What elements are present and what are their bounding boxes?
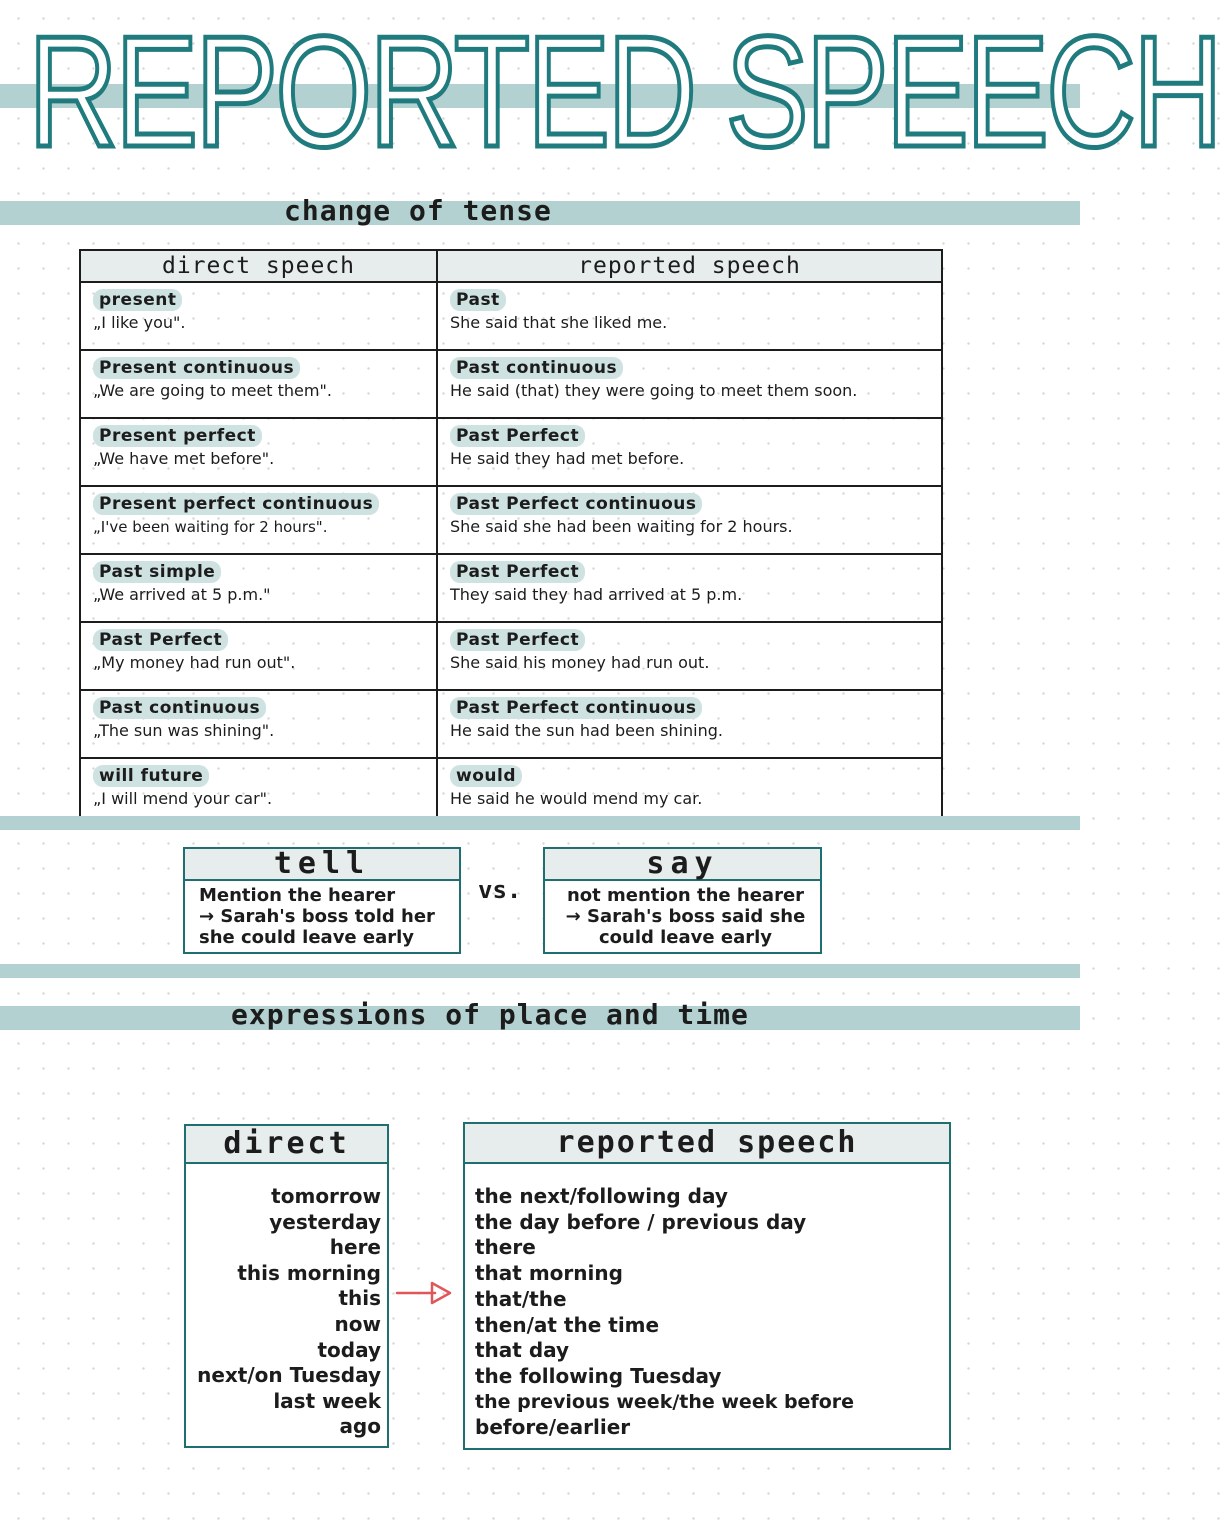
direct-expression: last week bbox=[273, 1388, 381, 1413]
tense-label: Past Perfect bbox=[93, 629, 228, 651]
table-row bbox=[80, 282, 942, 350]
section-band-tell-say-bottom bbox=[0, 964, 1080, 978]
tense-label: will future bbox=[93, 765, 209, 787]
header-reported-speech: reported speech bbox=[437, 250, 942, 282]
tense-label: would bbox=[450, 765, 522, 787]
direct-expression: now bbox=[334, 1311, 381, 1336]
tense-label: Past simple bbox=[93, 561, 221, 583]
tell-line: Mention the hearer bbox=[199, 885, 396, 906]
example-sentence: „My money had run out". bbox=[93, 653, 296, 672]
page-title: REPORTED SPEECH bbox=[28, 4, 1220, 180]
direct-expression: today bbox=[317, 1337, 381, 1362]
example-sentence: „I like you". bbox=[93, 313, 186, 332]
direct-expressions-box bbox=[184, 1124, 389, 1448]
table-row bbox=[80, 350, 942, 418]
reported-expression: then/at the time bbox=[475, 1312, 660, 1337]
tell-line: she could leave early bbox=[199, 927, 415, 948]
example-sentence: He said he would mend my car. bbox=[450, 789, 703, 808]
table-row bbox=[80, 690, 942, 758]
tell-box bbox=[183, 847, 461, 954]
direct-cell bbox=[80, 622, 437, 690]
header-direct-speech: direct speech bbox=[80, 250, 437, 282]
tense-label: Past Perfect continuous bbox=[450, 697, 702, 719]
reported-expression: there bbox=[475, 1235, 536, 1260]
reported-expression: before/earlier bbox=[475, 1415, 631, 1440]
direct-cell bbox=[80, 690, 437, 758]
example-sentence: He said (that) they were going to meet them soon. bbox=[450, 381, 858, 400]
reported-cell bbox=[437, 350, 942, 418]
tense-label: Past bbox=[450, 289, 506, 311]
say-line: → Sarah's boss said she bbox=[565, 906, 806, 927]
reported-expression: the previous week/the week before bbox=[475, 1390, 855, 1413]
reported-expressions-list bbox=[465, 1164, 949, 1441]
tense-label: Present perfect bbox=[93, 425, 262, 447]
example-sentence: „I will mend your car". bbox=[93, 789, 273, 808]
example-sentence: He said they had met before. bbox=[450, 449, 685, 468]
direct-cell bbox=[80, 418, 437, 486]
direct-expression: ago bbox=[339, 1414, 381, 1439]
direct-expression: here bbox=[329, 1235, 381, 1260]
tense-label: present bbox=[93, 289, 182, 311]
say-box-body bbox=[545, 881, 820, 948]
reported-cell bbox=[437, 418, 942, 486]
reported-cell bbox=[437, 554, 942, 622]
direct-cell bbox=[80, 554, 437, 622]
section-title-tense: change of tense bbox=[284, 194, 552, 227]
tense-table-header bbox=[80, 250, 942, 282]
reported-expression: that day bbox=[475, 1338, 570, 1363]
section-band-tell-say-top bbox=[0, 816, 1080, 830]
direct-cell bbox=[80, 350, 437, 418]
direct-expressions-list bbox=[186, 1164, 387, 1440]
tense-label: Past Perfect continuous bbox=[450, 493, 702, 515]
tense-label: Past Perfect bbox=[450, 629, 585, 651]
reported-cell bbox=[437, 486, 942, 554]
example-sentence: She said his money had run out. bbox=[450, 653, 710, 672]
example-sentence: „I've been waiting for 2 hours". bbox=[93, 518, 328, 536]
reported-expression: that/the bbox=[475, 1286, 567, 1311]
right-arrow-icon bbox=[395, 1280, 455, 1306]
example-sentence: „The sun was shining". bbox=[93, 721, 275, 740]
reported-cell bbox=[437, 690, 942, 758]
reported-cell bbox=[437, 622, 942, 690]
reported-expression: that morning bbox=[475, 1261, 623, 1286]
direct-cell bbox=[80, 486, 437, 554]
direct-expression: this morning bbox=[237, 1260, 381, 1285]
tense-label: Present continuous bbox=[93, 357, 300, 379]
example-sentence: He said the sun had been shining. bbox=[450, 721, 723, 740]
tense-label: Past continuous bbox=[450, 357, 623, 379]
tense-table bbox=[79, 249, 943, 827]
tense-label: Past Perfect bbox=[450, 425, 585, 447]
table-row bbox=[80, 486, 942, 554]
example-sentence: „We arrived at 5 p.m." bbox=[93, 585, 271, 604]
tell-line: → Sarah's boss told her bbox=[199, 906, 435, 927]
tense-label: Past Perfect bbox=[450, 561, 585, 583]
example-sentence: They said they had arrived at 5 p.m. bbox=[450, 585, 743, 604]
table-row bbox=[80, 622, 942, 690]
tense-label: Past continuous bbox=[93, 697, 266, 719]
say-line: could leave early bbox=[598, 927, 773, 948]
direct-cell bbox=[80, 282, 437, 350]
direct-expression: next/on Tuesday bbox=[197, 1363, 381, 1388]
reported-expression: the following Tuesday bbox=[475, 1363, 722, 1388]
example-sentence: She said that she liked me. bbox=[450, 313, 668, 332]
reported-expression: the next/following day bbox=[475, 1184, 728, 1208]
example-sentence: „We are going to meet them". bbox=[93, 381, 332, 400]
section-title-place-time: expressions of place and time bbox=[231, 998, 749, 1031]
say-box bbox=[543, 847, 822, 954]
direct-expression: this bbox=[338, 1286, 381, 1311]
say-box-title: say bbox=[545, 849, 820, 881]
tell-box-title: tell bbox=[185, 849, 459, 881]
reported-cell bbox=[437, 282, 942, 350]
example-sentence: „We have met before". bbox=[93, 449, 275, 468]
table-row bbox=[80, 554, 942, 622]
table-row bbox=[80, 418, 942, 486]
tense-label: Present perfect continuous bbox=[93, 493, 379, 515]
vs-label: vs. bbox=[478, 876, 522, 904]
reported-expression: the day before / previous day bbox=[475, 1209, 807, 1234]
direct-box-title: direct bbox=[186, 1126, 387, 1164]
reported-box-title: reported speech bbox=[465, 1124, 949, 1164]
example-sentence: She said she had been waiting for 2 hours. bbox=[450, 517, 793, 536]
direct-expression: yesterday bbox=[269, 1209, 381, 1234]
direct-expression: tomorrow bbox=[271, 1184, 381, 1208]
tell-box-body bbox=[185, 881, 459, 948]
reported-expressions-box bbox=[463, 1122, 951, 1450]
say-line: not mention the hearer bbox=[566, 885, 805, 906]
